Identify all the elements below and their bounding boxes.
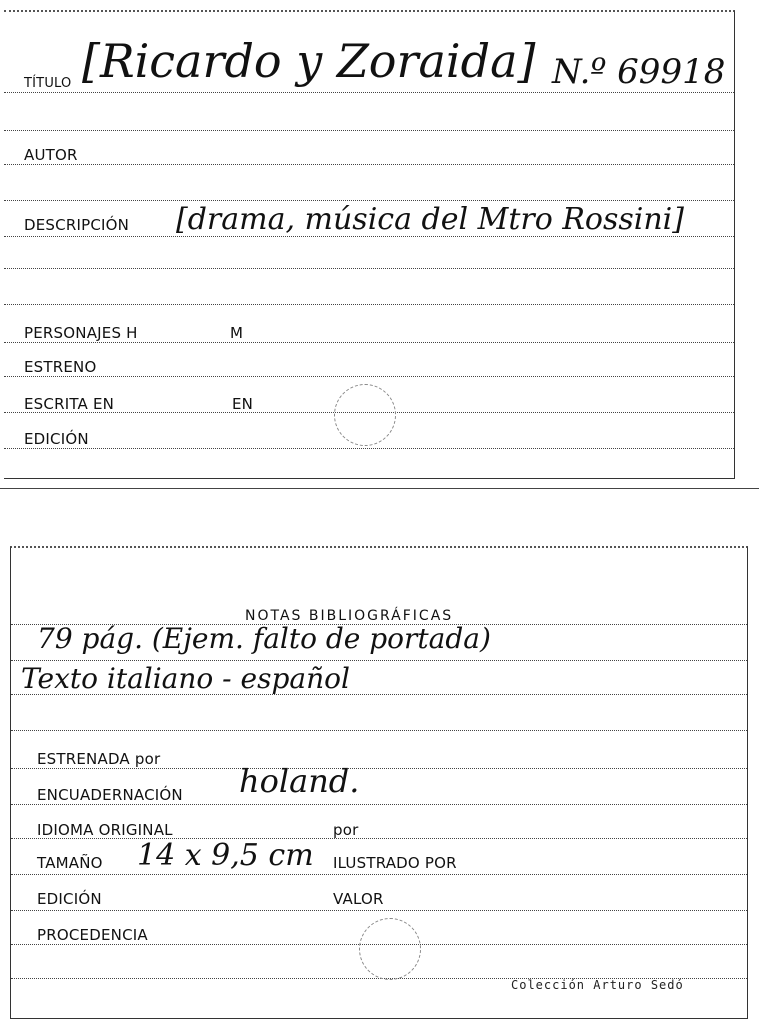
rule — [4, 268, 734, 269]
catalog-card-bottom — [10, 546, 748, 1019]
idioma-label: IDIOMA ORIGINAL — [37, 821, 173, 839]
rule — [4, 200, 734, 201]
notas-line-2: Texto italiano - español — [21, 662, 350, 695]
descripcion-value: [drama, música del Mtro Rossini] — [176, 202, 684, 237]
notas-heading: NOTAS BIBLIOGRÁFICAS — [245, 608, 454, 624]
titulo-label: TÍTULO — [24, 76, 72, 91]
rule — [11, 768, 747, 769]
tamano-value: 14 x 9,5 cm — [137, 838, 314, 873]
rule — [11, 660, 747, 661]
notas-line-1: 79 pág. (Ejem. falto de portada) — [37, 622, 491, 655]
edicion-label: EDICIÓN — [24, 430, 89, 448]
catalog-card-top — [4, 10, 735, 479]
coleccion-note: Colección Arturo Sedó — [511, 978, 684, 992]
tamano-label: TAMAÑO — [37, 854, 103, 872]
titulo-value: [Ricardo y Zoraida] — [82, 34, 536, 88]
rule — [11, 804, 747, 805]
rule — [4, 92, 734, 93]
personajes-m-label: M — [230, 324, 244, 342]
personajes-label: PERSONAJES H — [24, 324, 138, 342]
idioma-por-label: por — [333, 821, 359, 839]
estreno-label: ESTRENO — [24, 358, 97, 376]
rule — [4, 304, 734, 305]
procedencia-label: PROCEDENCIA — [37, 926, 148, 944]
encuadernacion-value: holand. — [239, 762, 360, 800]
card-cut-line — [0, 488, 759, 489]
encuadernacion-label: ENCUADERNACIÓN — [37, 786, 183, 804]
punch-hole-mark — [359, 918, 421, 980]
rule — [4, 130, 734, 131]
rule — [11, 874, 747, 875]
autor-label: AUTOR — [24, 146, 78, 164]
punch-hole-mark — [334, 384, 396, 446]
rule — [4, 448, 734, 449]
ilustrado-label: ILUSTRADO POR — [333, 854, 457, 872]
titulo-number: N.º 69918 — [552, 52, 726, 92]
edicion-label: EDICIÓN — [37, 890, 102, 908]
rule — [4, 342, 734, 343]
rule — [4, 164, 734, 165]
rule — [11, 910, 747, 911]
descripcion-label: DESCRIPCIÓN — [24, 216, 130, 234]
escrita-en-label: EN — [232, 395, 254, 413]
valor-label: VALOR — [333, 890, 384, 908]
rule — [4, 376, 734, 377]
rule — [11, 730, 747, 731]
estrenada-label: ESTRENADA por — [37, 750, 161, 768]
escrita-label: ESCRITA EN — [24, 395, 115, 413]
